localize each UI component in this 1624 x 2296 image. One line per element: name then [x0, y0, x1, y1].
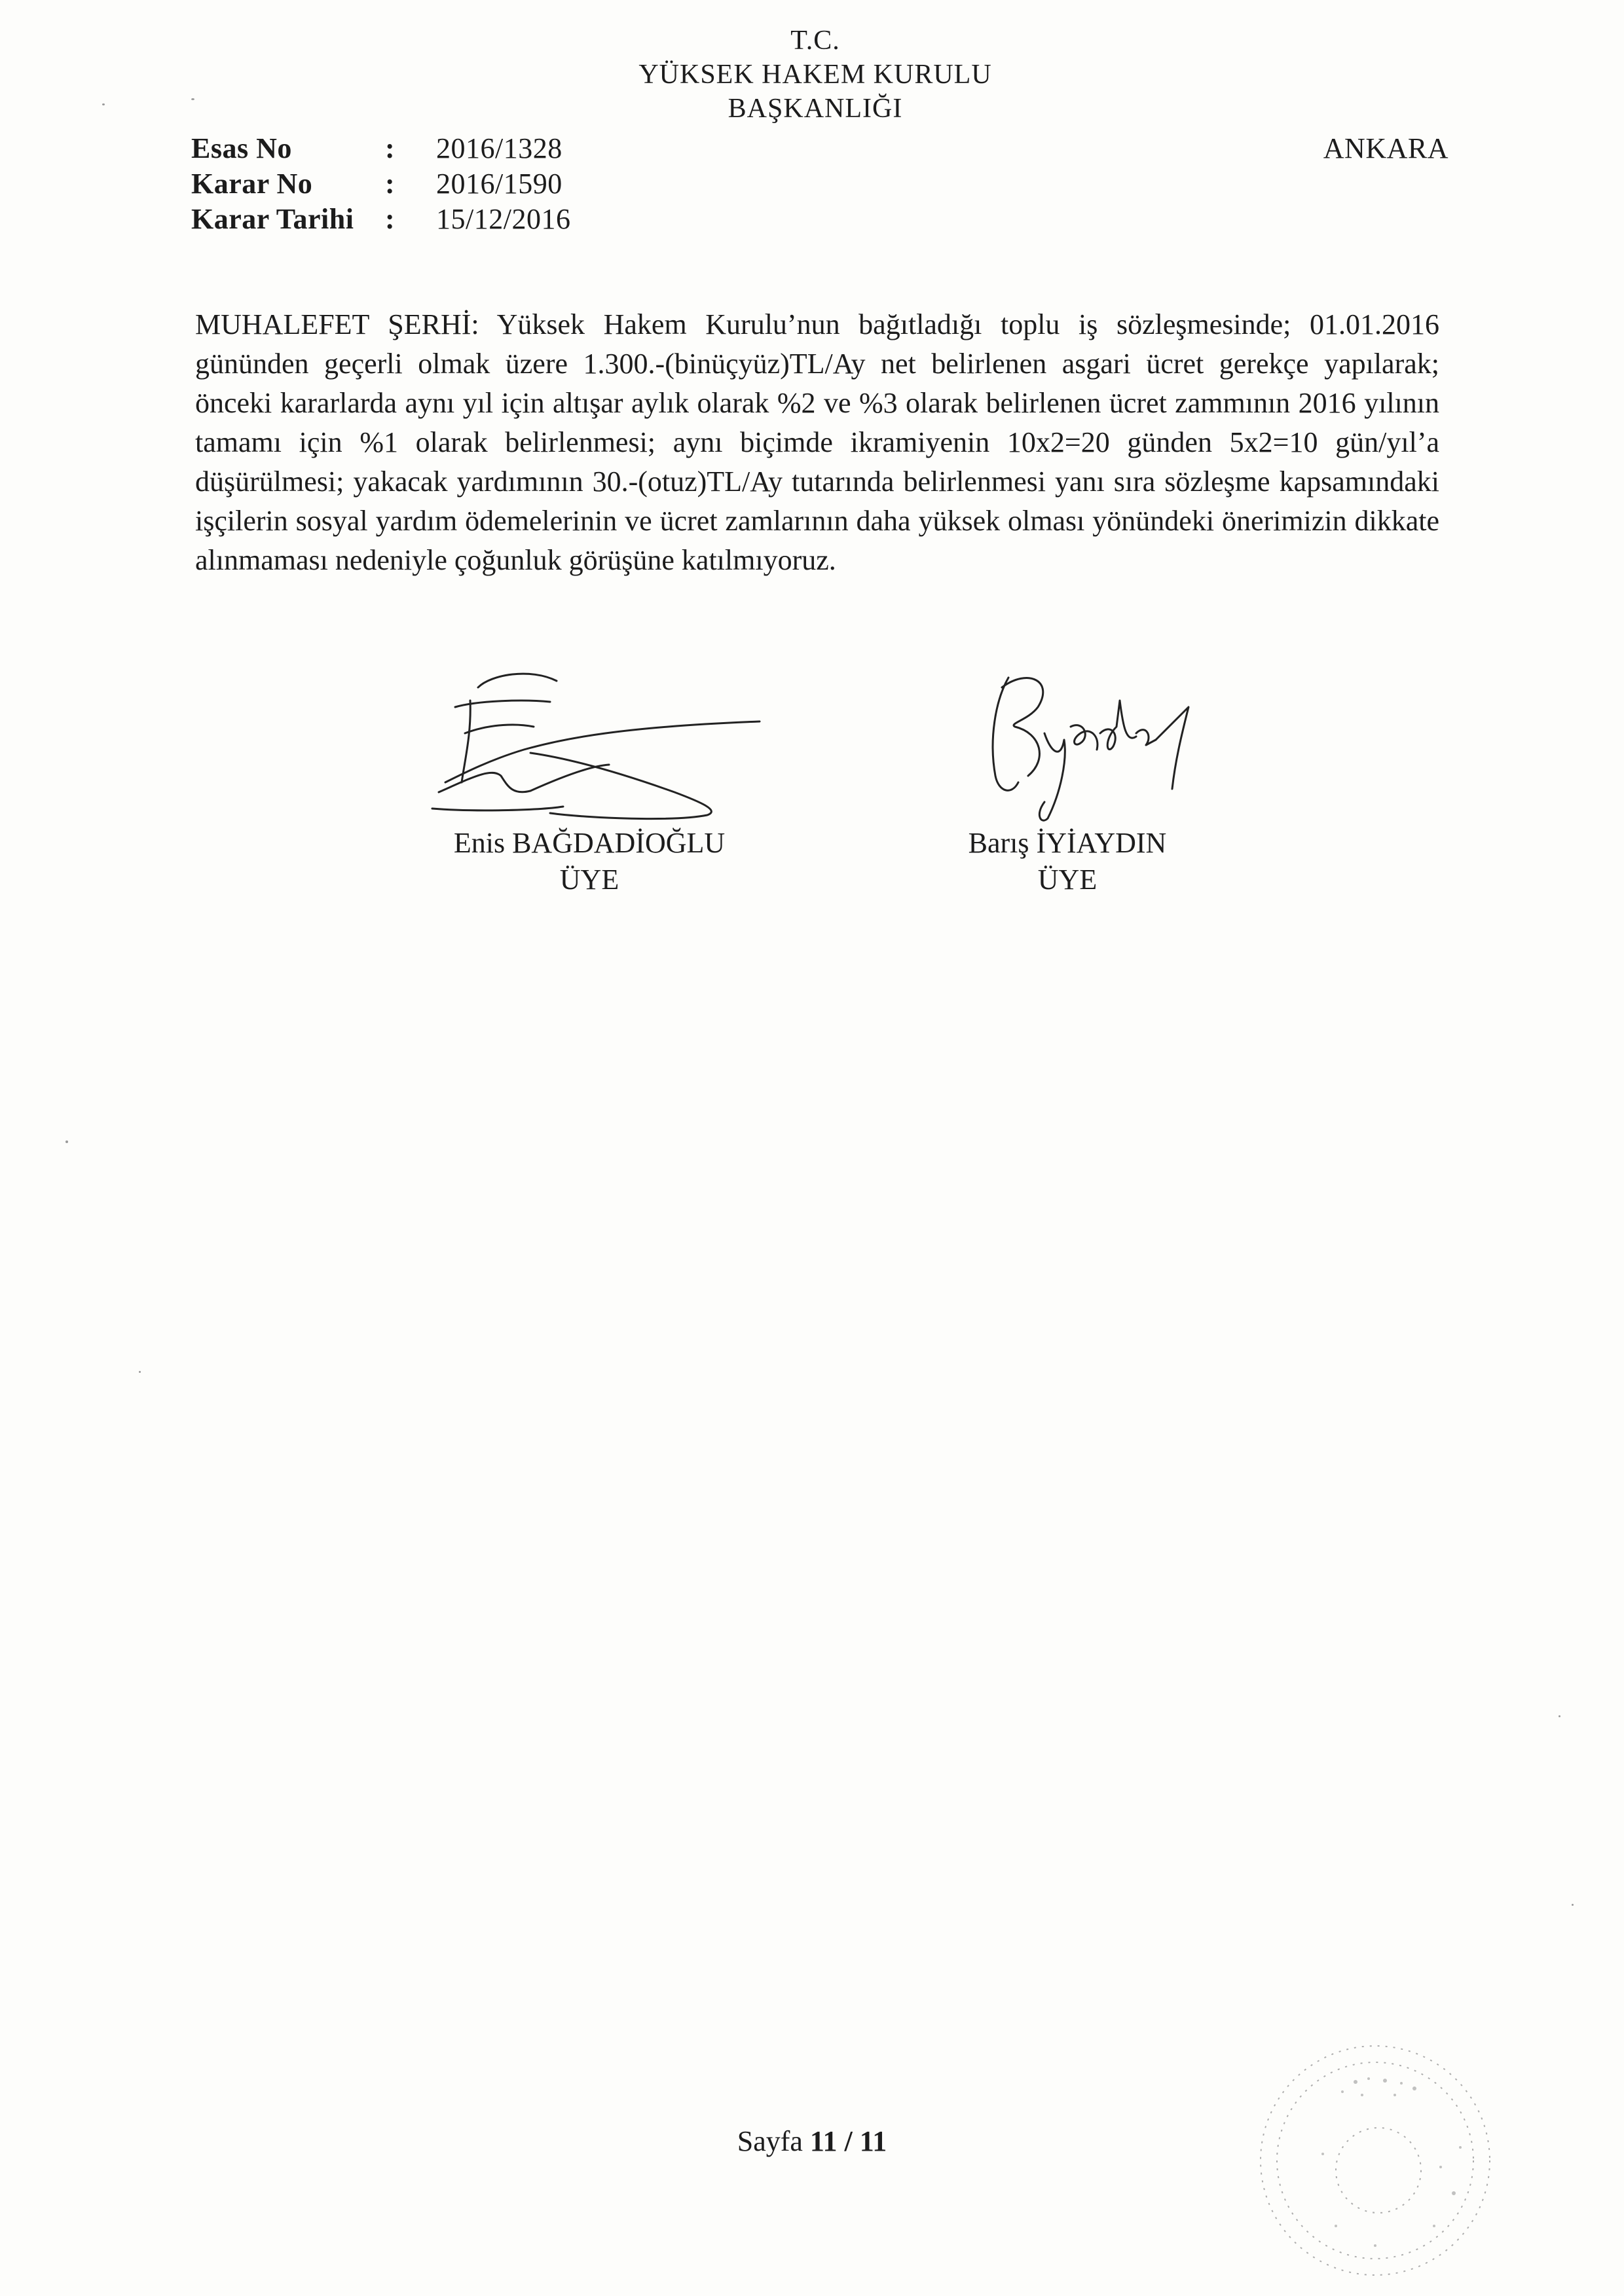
meta-value: 2016/1328	[436, 132, 563, 164]
signer-name-right: Barış İYİAYDIN	[968, 827, 1167, 859]
case-meta-block	[191, 131, 570, 237]
header-line-institution: YÜKSEK HAKEM KURULU	[638, 60, 992, 90]
meta-row-karar-no	[191, 166, 570, 202]
handwritten-signature-right	[930, 661, 1205, 825]
signature-block-left	[386, 661, 792, 898]
city-label: ANKARA	[1323, 132, 1449, 164]
scan-speck	[102, 103, 105, 105]
page-number: 11 / 11	[809, 2125, 887, 2157]
meta-colon: :	[385, 132, 395, 164]
page-footer	[0, 2124, 1624, 2159]
meta-value: 2016/1590	[436, 168, 563, 200]
header-line-presidency: BAŞKANLIĞI	[728, 94, 903, 124]
meta-row-karar-tarihi	[191, 202, 570, 237]
signer-name-left: Enis BAĞDADİOĞLU	[453, 827, 726, 859]
dissent-paragraph: MUHALEFET ŞERHİ: Yüksek Hakem Kurulu’nun bağıtladığı toplu iş sözleşmesinde; 01.01.2016 gününden geçerli olmak üzere 1.300.-(binüçyüz)TL/Ay net belirlenen asgari ücret gerekçe yapılarak; önceki kararlarda aynı yıl için altışar aylık olarak %2 ve %3 olarak belirlenen ücret zammının 2016 yılının tamamı için %1 olarak belirlenmesi; aynı biçimde ikramiyenin 10x2=20 günden 5x2=10 gün/yıl’a düşürülmesi; yakacak yardımının 30.-(otuz)TL/Ay tutarında belirlenmesi yanı sıra sözleşme kapsamındaki işçilerin sosyal yardım ödemelerinin ve ücret zamlarının daha yüksek olması yönündeki önerimizin dikkate alınmaması nedeniyle çoğunluk görüşüne katılmıyoruz.	[195, 308, 1439, 576]
meta-colon: :	[385, 203, 395, 235]
handwritten-signature-left	[393, 661, 786, 825]
signature-block-right	[904, 661, 1231, 898]
meta-label: Esas No	[191, 132, 292, 164]
header-line-tc: T.C.	[790, 26, 840, 56]
scan-speck	[1559, 1715, 1560, 1717]
scan-speck	[65, 1140, 68, 1143]
scan-speck	[1572, 1904, 1574, 1906]
meta-colon: :	[385, 168, 395, 200]
signer-role-right: ÜYE	[1037, 864, 1098, 896]
meta-label: Karar No	[191, 168, 313, 200]
document-header	[0, 24, 1624, 126]
meta-row-esas-no	[191, 131, 570, 166]
signer-role-left: ÜYE	[559, 864, 619, 896]
page-label: Sayfa	[737, 2125, 803, 2157]
meta-label: Karar Tarihi	[191, 203, 354, 235]
scan-speck	[191, 98, 194, 100]
scan-speck	[139, 1371, 141, 1373]
meta-value: 15/12/2016	[436, 203, 571, 235]
official-seal-stamp	[1244, 2030, 1506, 2291]
